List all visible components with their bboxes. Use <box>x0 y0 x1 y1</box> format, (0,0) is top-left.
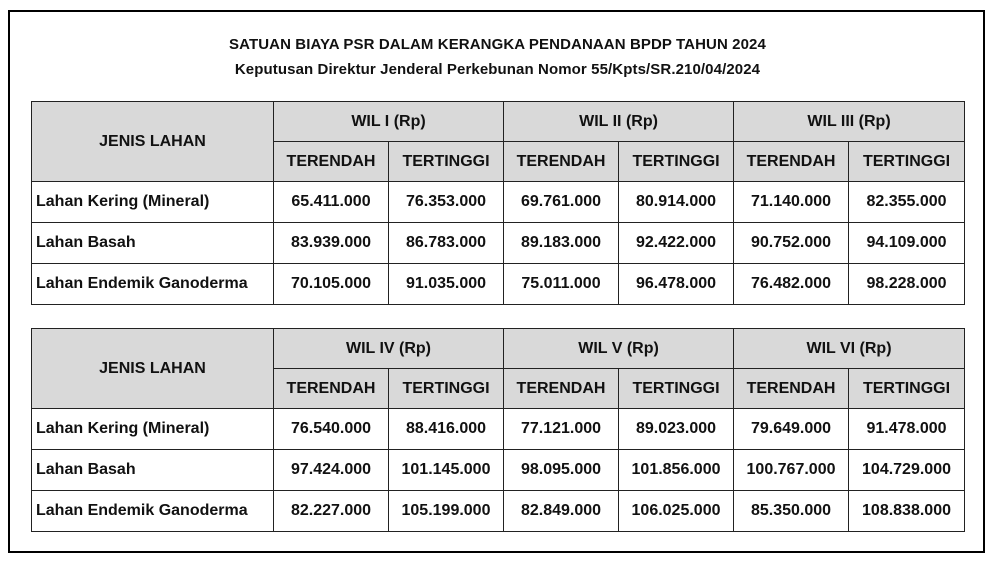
subheader: TERENDAH <box>734 369 849 409</box>
table-cell: 82.849.000 <box>504 491 619 532</box>
document-subtitle: Keputusan Direktur Jenderal Perkebunan Nomor 55/Kpts/SR.210/04/2024 <box>234 61 761 78</box>
table-row <box>32 264 965 305</box>
table-cell: 83.939.000 <box>274 223 389 264</box>
table-cell: 71.140.000 <box>734 182 849 223</box>
table-cell: 70.105.000 <box>274 264 389 305</box>
region-header: WIL VI (Rp) <box>734 329 965 369</box>
document-title: SATUAN BIAYA PSR DALAM KERANGKA PENDANAAN BPDP TAHUN 2024 <box>229 36 766 53</box>
subheader: TERTINGGI <box>849 142 965 182</box>
subheader: TERTINGGI <box>849 369 965 409</box>
table-cell: 101.856.000 <box>619 450 734 491</box>
subheader: TERENDAH <box>274 142 389 182</box>
table-cell: 77.121.000 <box>504 409 619 450</box>
table-cell: 75.011.000 <box>504 264 619 305</box>
table-cell: 85.350.000 <box>734 491 849 532</box>
table-cell: 86.783.000 <box>389 223 504 264</box>
table-cell: 90.752.000 <box>734 223 849 264</box>
table-cell: 92.422.000 <box>619 223 734 264</box>
table-cell: 105.199.000 <box>389 491 504 532</box>
subheader: TERENDAH <box>274 369 389 409</box>
row-label: Lahan Kering (Mineral) <box>32 182 274 223</box>
table-row <box>32 223 965 264</box>
region-header: WIL III (Rp) <box>734 102 965 142</box>
table-cell: 98.228.000 <box>849 264 965 305</box>
row-header: JENIS LAHAN <box>32 102 274 182</box>
subheader: TERTINGGI <box>619 142 734 182</box>
subheader: TERENDAH <box>504 369 619 409</box>
table-cell: 91.035.000 <box>389 264 504 305</box>
region-header: WIL II (Rp) <box>504 102 734 142</box>
table-cell: 89.023.000 <box>619 409 734 450</box>
region-header: WIL I (Rp) <box>274 102 504 142</box>
table-cell: 108.838.000 <box>849 491 965 532</box>
cost-table-wil-1-3 <box>31 101 965 305</box>
table-cell: 69.761.000 <box>504 182 619 223</box>
table-cell: 106.025.000 <box>619 491 734 532</box>
table-cell: 76.482.000 <box>734 264 849 305</box>
table-cell: 82.355.000 <box>849 182 965 223</box>
subheader: TERENDAH <box>504 142 619 182</box>
subheader: TERTINGGI <box>389 369 504 409</box>
region-header: WIL V (Rp) <box>504 329 734 369</box>
table-cell: 76.353.000 <box>389 182 504 223</box>
cost-table-wil-4-6 <box>31 328 965 532</box>
table-cell: 79.649.000 <box>734 409 849 450</box>
row-label: Lahan Kering (Mineral) <box>32 409 274 450</box>
table-cell: 91.478.000 <box>849 409 965 450</box>
table-row <box>32 491 965 532</box>
table-cell: 94.109.000 <box>849 223 965 264</box>
table-cell: 80.914.000 <box>619 182 734 223</box>
table-cell: 82.227.000 <box>274 491 389 532</box>
table-cell: 98.095.000 <box>504 450 619 491</box>
table-row <box>32 450 965 491</box>
table-cell: 89.183.000 <box>504 223 619 264</box>
row-label: Lahan Basah <box>32 450 274 491</box>
table-cell: 101.145.000 <box>389 450 504 491</box>
row-label: Lahan Endemik Ganoderma <box>32 491 274 532</box>
subheader: TERENDAH <box>734 142 849 182</box>
row-header: JENIS LAHAN <box>32 329 274 409</box>
row-label: Lahan Endemik Ganoderma <box>32 264 274 305</box>
table-cell: 65.411.000 <box>274 182 389 223</box>
table-cell: 88.416.000 <box>389 409 504 450</box>
table-cell: 104.729.000 <box>849 450 965 491</box>
table-cell: 97.424.000 <box>274 450 389 491</box>
table-cell: 76.540.000 <box>274 409 389 450</box>
subheader: TERTINGGI <box>619 369 734 409</box>
table-cell: 100.767.000 <box>734 450 849 491</box>
table-row <box>32 182 965 223</box>
subheader: TERTINGGI <box>389 142 504 182</box>
region-header: WIL IV (Rp) <box>274 329 504 369</box>
table-row <box>32 409 965 450</box>
table-cell: 96.478.000 <box>619 264 734 305</box>
row-label: Lahan Basah <box>32 223 274 264</box>
